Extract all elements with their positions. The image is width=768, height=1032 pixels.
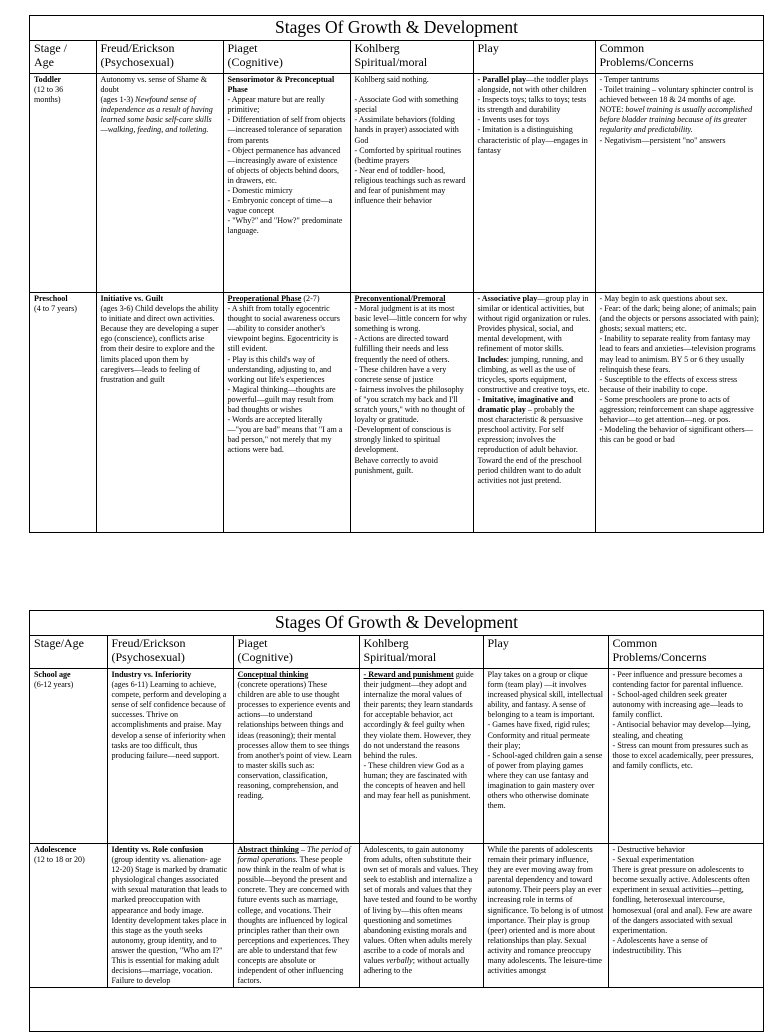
header-title: Kohlberg	[363, 636, 409, 650]
play-text: —group play in similar or identical activities, but without rigid organization or rules. Provides physical, social, and mental development, with refinement of motor skills.	[477, 294, 591, 354]
header-sub: Problems/Concerns	[599, 54, 694, 69]
header-title: Piaget	[237, 636, 268, 650]
play-cell	[483, 844, 608, 988]
play-lead-2: Includes	[477, 354, 507, 364]
kohlberg-text: - Moral judgment is at its most basic level—little concern for why something is wrong. - Actions are directed toward fulfilling their needs and less frequently the need of others. - These children have a very concrete sense of justice - fairness involves the philosophy of "you scratch my back and I'll scratch yours," with no thought of loyalty or gratitude. -Development of conscious is strongly linked to spiritual development. Behave correctly to avoid punishment, guilt.	[354, 304, 467, 475]
kohlberg-text: Kohlberg said nothing. - Associate God with something special - Assimilate behaviors (folding hands in prayer) associated with God - Comforted by spiritual routines (bedtime prayers - Near end of toddler- hood, religious teachings such as reward and fear of punishment may influence their behavior	[354, 75, 466, 206]
concerns-text: - Temper tantrums - Toilet training – voluntary sphincter control is achieved between 18 & 24 months of age. NOTE:	[599, 75, 754, 115]
freud-text: (ages 6-11) Learning to achieve, compete, perform and developing a sense of self confidence because of successes. Thrive on accomplishments and praise. May develop a sense of inferiority when tasks are too difficult, thus producing failure—need support.	[111, 680, 227, 760]
header-title: Stage/Age	[34, 636, 84, 650]
growth-table	[30, 636, 763, 988]
stage-cell	[30, 293, 96, 534]
page-1	[29, 15, 764, 533]
piaget-text: –	[298, 845, 307, 854]
header-title: Kohlberg	[354, 41, 400, 55]
freud-italic: Newfound sense of independence as a result of having learned some basic self-care skills—walking, feeding, and toileting.	[100, 95, 213, 135]
header-title: Play	[487, 636, 509, 650]
stage-name: Preschool	[34, 294, 68, 303]
kohlberg-cell	[350, 293, 473, 534]
play-text: Play takes on a group or clique form (team play) —it involves increased physical skill, intellectual ability, and fantasy. A sense of belonging to a team is important. - Games have fixed, rigid rules; Conformity and ritual permeate their play; - School-aged children gain a sense of power from playing games where they can use fantasy and imagination to gain mastery over others who otherwise dominate them.	[487, 670, 604, 811]
header-title: Freud/Erickson	[100, 41, 175, 55]
header-sub: Age	[34, 54, 54, 69]
header-stage	[30, 636, 107, 669]
stage-name: Toddler	[34, 75, 62, 84]
header-title: Play	[477, 41, 499, 55]
header-sub: Spiritual/moral	[363, 649, 437, 664]
stage-age: (12 to 36 months)	[34, 85, 64, 105]
concerns-cell	[608, 669, 763, 844]
stage-cell	[30, 74, 96, 293]
kohlberg-text-2: ; without actually adhering to the	[363, 956, 470, 976]
kohlberg-cell	[359, 669, 483, 844]
freud-lead: Initiative vs. Guilt	[100, 294, 164, 303]
play-text-3: – probably the most characteristic & persuasive preschool activity. For self expression; involves the reproduction of adult behavior. Toward the end of the preschool period children want to do adult activities not just pretend.	[477, 405, 583, 485]
freud-cell	[107, 669, 233, 844]
header-freud	[107, 636, 233, 669]
kohlberg-cell	[350, 74, 473, 293]
page-header	[30, 16, 763, 41]
concerns-text: - May begin to ask questions about sex. - Fear: of the dark; being alone; of animals; pain (and the objects or persons associated with pain); ghosts; sexual matters; etc. - Inability to separate reality from fantasy may lead to fears and anxieties—television programs may lead to animism. BY 5 or 6 they usually relinquish these fears. - Susceptible to the effects of excess stress because of their inability to cope. - Some preschoolers are prone to acts of aggression; reinforcement can shape aggressive behavior—to get attention—neg. or pos. - Modeling the behavior of significant others—this can be good or bad	[599, 294, 759, 445]
header-stage	[30, 41, 96, 74]
kohlberg-cell	[359, 844, 483, 988]
piaget-cell	[233, 669, 359, 844]
stage-age: (4 to 7 years)	[34, 304, 77, 314]
header-title: Common	[612, 636, 658, 650]
kohlberg-text: guide their judgment—they adopt and internalize the moral values of their parents; they learn standards for acceptable behavior, act accordingly & feel guilty when they violate them. However, they do not understand the reasons behind the rules. - These children view God as a human; they are fascinated with the concepts of heaven and hell and may fear hell as punishment.	[363, 670, 474, 801]
piaget-cell	[223, 74, 350, 293]
page-title: Stages Of Growth & Development	[274, 17, 518, 37]
freud-lead: Identity vs. Role confusion	[111, 845, 204, 854]
play-lead: - Parallel play	[477, 75, 527, 84]
concerns-text: - Peer influence and pressure becomes a contending factor for parental influence. - School-aged children seek greater autonomy with increasing age—leads to family conflict. - Antisocial behavior may develop—lying, stealing, and cheating - Stress can mount from pressures such as those to excel academically, peer pressures, and family conflicts, etc.	[612, 670, 754, 770]
header-sub: (Psychosexual)	[111, 649, 185, 664]
table-row	[30, 74, 763, 293]
header-kohlberg	[359, 636, 483, 669]
play-lead-3: - Imitative, imaginative and dramatic play	[477, 394, 574, 415]
play-text: While the parents of adolescents remain their primary influence, they are ever moving away from parental dependency and toward autonomy. Their peers play an ever increasing role in terms of significance. To belong is of utmost importance. Their play is group (peer) oriented and is more about relationships than play. Sexual activity and romance preoccupy many adolescents. The leisure-time activities amongst	[487, 845, 604, 976]
piaget-text: (concrete operations) These children are able to use thought processes to experience events and actions—to understand relationships between things and ideas (reasoning); their mental processes allow them to see things from another's point of view. Learn to master skills such as: conservation, classification, reasoning, comprehension, and reading.	[237, 680, 352, 801]
piaget-lead: Abstract thinking	[237, 845, 299, 854]
stage-name: School age	[34, 670, 71, 679]
page-header	[30, 611, 763, 636]
piaget-lead: Sensorimotor & Preconceptual Phase	[227, 75, 335, 95]
stage-name: Adolescence	[34, 845, 77, 854]
piaget-cell	[223, 293, 350, 534]
page-2	[29, 610, 764, 1032]
kohlberg-lead: Preconventional/Premoral	[354, 294, 446, 303]
freud-cell	[96, 293, 223, 534]
play-lead: - Associative play	[477, 294, 538, 303]
header-sub: Problems/Concerns	[612, 649, 707, 664]
header-play	[483, 636, 608, 669]
concerns-cell	[595, 293, 763, 534]
header-piaget	[223, 41, 350, 74]
header-row	[30, 41, 763, 74]
header-piaget	[233, 636, 359, 669]
freud-text: (group identity vs. alienation- age 12-20) Stage is marked by dramatic physiological changes associated with sexual maturation that leads to marked preoccupation with appearance and body image. Identity development takes place in this stage as the youth seeks autonomy, group identity, and to answer the question, "Who am I?" This is essential for making adult decisions—marriage, vocation. Failure to develop	[111, 855, 228, 986]
concerns-text-2: - Negativism—persistent "no" answers	[599, 135, 726, 145]
play-text-2: : jumping, running, and climbing, as well as the use of tricycles, sports equipment, constructive and creative toys, etc.	[477, 354, 590, 394]
freud-cell	[96, 74, 223, 293]
table-row	[30, 844, 763, 988]
concerns-cell	[595, 74, 763, 293]
concerns-text: - Destructive behavior - Sexual experimentation There is great pressure on adolescents to become sexually active. Adolescents often experiment in sexual activities—petting, fondling, heterosexual intercourse, homosexual (oral and anal). Few are aware of the dangers associated with sexual experimentation. - Adolescents have a sense of indestructibility. This	[612, 845, 753, 955]
freud-text: (ages 3-6) Child develops the ability to initiate and direct own activities. Because they are developing a super ego (conscience), conflicts arise from their desire to explore and the limits placed upon them by caregivers—leads to feeling of frustration and guilt	[100, 304, 219, 384]
piaget-lead: Preoperational Phase	[227, 294, 302, 303]
stage-age: (12 to 18 or 20)	[34, 855, 85, 865]
growth-table	[30, 41, 763, 533]
piaget-lead: Conceptual thinking	[237, 670, 309, 679]
play-text: —the toddler plays alongside, not with other children - Inspects toys; talks to toys; tests its strength and durability - Invents uses for toys - Imitation is a distinguishing characteristic of play—engages in fantasy	[477, 75, 589, 155]
play-cell	[483, 669, 608, 844]
stage-age: (6-12 years)	[34, 680, 74, 690]
header-sub: (Psychosexual)	[100, 54, 174, 69]
stage-cell	[30, 669, 107, 844]
piaget-text: - Appear mature but are really primitive; - Differentiation of self from objects—increased tolerance of separation from parents - Object permanence has advanced—increasingly aware of existence of objects of objects behind doors, in drawers, etc. - Domestic mimicry - Embryonic concept of time—a vague concept - "Why?" and "How?" predominate language.	[227, 95, 346, 236]
page-title: Stages Of Growth & Development	[274, 612, 518, 632]
header-title: Piaget	[227, 41, 258, 55]
kohlberg-italic: verbally	[386, 956, 413, 966]
freud-cell	[107, 844, 233, 988]
header-sub: (Cognitive)	[227, 54, 283, 69]
header-title: Stage /	[34, 41, 67, 55]
header-kohlberg	[350, 41, 473, 74]
piaget-cell	[233, 844, 359, 988]
header-row	[30, 636, 763, 669]
concerns-cell	[608, 844, 763, 988]
stage-cell	[30, 844, 107, 988]
piaget-text: (2-7) - A shift from totally egocentric thought to social awareness occurs—ability to consider another's viewpoint begins. Egocentricity is still evident. - Play is this child's way of understanding, adjusting to, and working out life's experiences - Magical thinking—thoughts are powerful—guilt may result from bad thoughts or wishes - Words are accepted literally—"you are bad" means that "I am a bad person," not merely that my actions were bad.	[227, 294, 343, 455]
piaget-text-2: These people now think in the realm of what is possible—beyond the present and concrete. They are concerned with future events such as marriage, college, and vocations. Their thoughts are influenced by logical principles rather than their own perceptions and experiences. They are able to understand that few concepts are absolute or independent of other influencing factors.	[237, 855, 350, 986]
freud-text: (ages 1-3)	[100, 95, 134, 105]
header-freud	[96, 41, 223, 74]
concerns-italic: bowel training is usually accomplished before bladder training because of its greater regularity and predictability.	[599, 105, 753, 135]
freud-lead: Autonomy vs. sense of Shame & doubt	[100, 75, 208, 95]
play-cell	[473, 293, 595, 534]
header-sub: (Cognitive)	[237, 649, 293, 664]
header-play	[473, 41, 595, 74]
play-cell	[473, 74, 595, 293]
header-title: Freud/Erickson	[111, 636, 186, 650]
table-row	[30, 293, 763, 534]
kohlberg-lead: - Reward and punishment	[363, 670, 454, 679]
header-sub: Spiritual/moral	[354, 54, 428, 69]
freud-lead: Industry vs. Inferiority	[111, 670, 192, 679]
header-concerns	[608, 636, 763, 669]
table-row	[30, 669, 763, 844]
piaget-italic: The period of formal operations.	[237, 845, 351, 865]
header-title: Common	[599, 41, 645, 55]
header-concerns	[595, 41, 763, 74]
kohlberg-text: Adolescents, to gain autonomy from adults, often substitute their own set of morals and values. They seek to establish and internalize a set of morals and values that they have tested and found to be worthy of living by—this often means questioning and sometimes abandoning existing morals and values. Often when adults merely ascribe to a code of morals and values	[363, 845, 479, 966]
